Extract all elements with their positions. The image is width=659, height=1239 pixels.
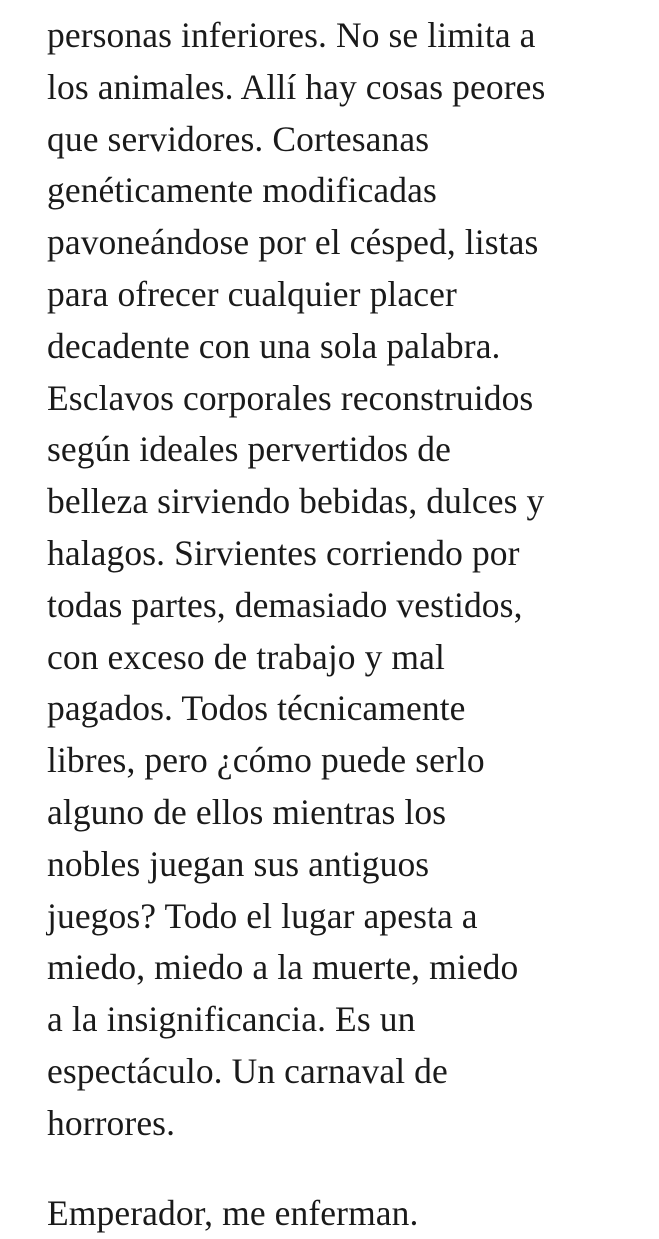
text-line: Emperador, me enferman. <box>47 1192 419 1233</box>
text-line: juegos? Todo el lugar apesta a <box>47 895 478 936</box>
text-line: todas partes, demasiado vestidos, <box>47 584 523 625</box>
paragraph-1 <box>47 10 647 1150</box>
text-line: halagos. Sirvientes corriendo por <box>47 532 520 573</box>
text-line: decadente con una sola palabra. <box>47 325 501 366</box>
text-line: que servidores. Cortesanas <box>47 118 430 159</box>
text-line: pavoneándose por el césped, listas <box>47 222 539 263</box>
text-line: los animales. Allí hay cosas peores <box>47 66 546 107</box>
paragraph-2 <box>47 1188 647 1239</box>
text-line: miedo, miedo a la muerte, miedo <box>47 947 519 988</box>
text-line: nobles juegan sus antiguos <box>47 843 430 884</box>
text-line: alguno de ellos mientras los <box>47 791 447 832</box>
text-line: Esclavos corporales reconstruidos <box>47 377 534 418</box>
text-line: genéticamente modificadas <box>47 170 437 211</box>
text-line: a la insignificancia. Es un <box>47 999 416 1040</box>
text-line: libres, pero ¿cómo puede serlo <box>47 740 485 781</box>
text-line: espectáculo. Un carnaval de <box>47 1050 448 1091</box>
text-line: horrores. <box>47 1102 176 1143</box>
text-line: personas inferiores. No se limita a <box>47 15 536 55</box>
text-line: según ideales pervertidos de <box>47 429 452 470</box>
text-line: con exceso de trabajo y mal <box>47 636 445 677</box>
text-line: belleza sirviendo bebidas, dulces y <box>47 481 545 522</box>
text-line: para ofrecer cualquier placer <box>47 273 457 314</box>
text-line: pagados. Todos técnicamente <box>47 688 466 729</box>
document-body <box>47 10 647 1239</box>
